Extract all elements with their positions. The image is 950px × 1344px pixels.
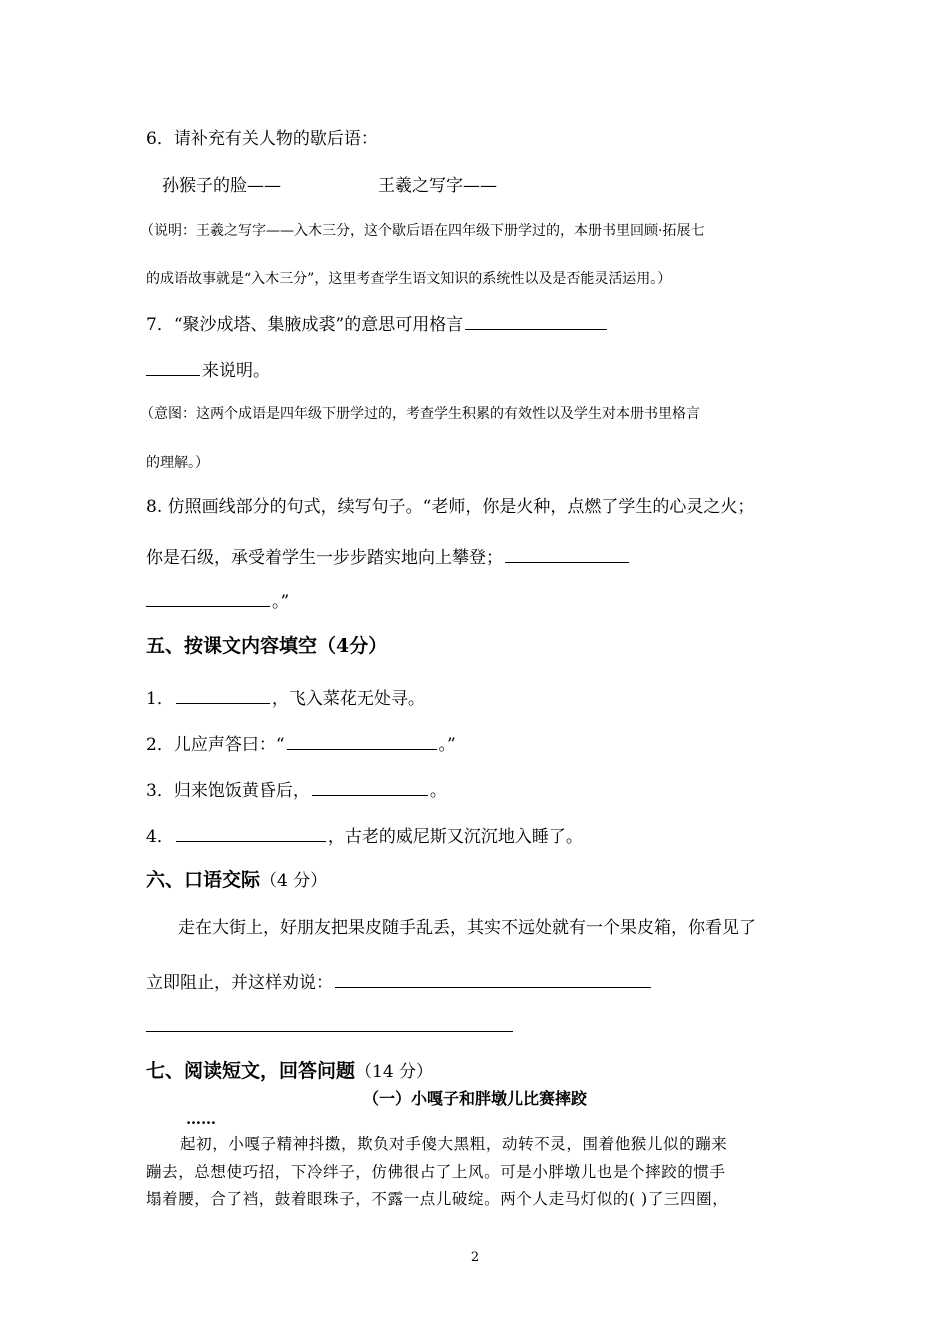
q7-text-2: 来说明。	[202, 361, 270, 381]
section5-item-4	[146, 824, 583, 847]
section5-item-3	[146, 778, 447, 801]
section7-heading	[146, 1061, 433, 1082]
item-number: 1．	[146, 689, 174, 709]
q6-question: 6．请补充有关人物的歇后语：	[146, 129, 378, 149]
heading-points: （4 分）	[260, 871, 328, 891]
heading-text: 七、阅读短文，回答问题	[146, 1060, 356, 1082]
section5-blank-1[interactable]	[176, 686, 270, 704]
q8-line-1: 8. 仿照画线部分的句式，续写句子。“老师，你是火种，点燃了学生的心灵之火；	[146, 497, 755, 517]
passage-title: （一）小嘎子和胖墩儿比赛摔跤	[362, 1089, 587, 1108]
section5-item-1	[146, 686, 425, 709]
passage-line-1: 起初，小嘎子精神抖擞，欺负对手傻大黑粗，动转不灵，围着他猴儿似的蹦来	[180, 1135, 728, 1153]
item-text: 3．归来饱饭黄昏后，	[146, 781, 310, 801]
section5-blank-4[interactable]	[176, 824, 326, 842]
section6-answer-blank-1[interactable]	[335, 970, 651, 988]
section5-blank-2[interactable]	[287, 732, 437, 750]
passage-ellipsis: ……	[186, 1110, 216, 1128]
section5-item-2	[146, 732, 456, 755]
q8-answer-blank-1[interactable]	[505, 545, 629, 563]
heading-text: 六、口语交际	[146, 869, 261, 891]
heading-points: （14 分）	[355, 1062, 434, 1082]
page-number: 2	[470, 1250, 480, 1265]
section6-heading	[146, 870, 327, 891]
section5-blank-3[interactable]	[312, 778, 428, 796]
q8-answer-blank-2[interactable]	[146, 589, 270, 607]
q6-item-1: 孙猴子的脸——	[162, 176, 281, 196]
item-text: ，古老的威尼斯又沉沉地入睡了。	[327, 827, 583, 847]
q6-note-line-1: （说明：王羲之写字——入木三分，这个歇后语在四年级下册学过的，本册书里回顾·拓展七	[140, 223, 705, 239]
q7-answer-blank-1[interactable]	[465, 312, 607, 330]
q7-note-line-2: 的理解。）	[146, 455, 209, 471]
q7-text: 7．“聚沙成塔、集腋成裘”的意思可用格言	[146, 315, 464, 335]
q7-line-2	[146, 358, 270, 381]
item-text: 2．儿应声答曰：“	[146, 735, 285, 755]
passage-line-3: 塌着腰，合了裆，鼓着眼珠子，不露一点儿破绽。两个人走马灯似的( )了三四圈，	[146, 1190, 729, 1208]
section6-line-1: 走在大街上，好朋友把果皮随手乱丢，其实不远处就有一个果皮箱，你看见了	[178, 918, 756, 938]
passage-line-2: 蹦去，总想使巧招，下冷绊子，仿佛很占了上风。可是小胖墩儿也是个摔跤的惯手	[146, 1163, 726, 1181]
section6-line-2	[146, 970, 653, 993]
q7-note-line-1: （意图：这两个成语是四年级下册学过的，考查学生积累的有效性以及学生对本册书里格言	[140, 406, 700, 422]
item-end: 。”	[438, 735, 456, 755]
q7-line-1	[146, 312, 609, 335]
q8-end: 。”	[272, 592, 290, 612]
prompt-text: 立即阻止，并这样劝说：	[146, 973, 333, 993]
q6-item-2: 王羲之写字——	[378, 176, 497, 196]
q8-line-3	[146, 589, 289, 612]
q8-line-2	[146, 545, 631, 568]
item-text: ，飞入菜花无处寻。	[271, 689, 425, 709]
item-end: 。	[429, 781, 447, 801]
item-number: 4．	[146, 827, 174, 847]
q6-note-line-2: 的成语故事就是“入木三分”，这里考查学生语文知识的系统性以及是否能灵活运用。）	[146, 271, 672, 287]
section6-answer-blank-2[interactable]	[146, 1031, 513, 1032]
q8-text-2: 你是石级，承受着学生一步步踏实地向上攀登；	[146, 548, 503, 568]
q7-answer-blank-2[interactable]	[146, 358, 200, 376]
section5-heading: 五、按课文内容填空（4分）	[146, 635, 388, 657]
